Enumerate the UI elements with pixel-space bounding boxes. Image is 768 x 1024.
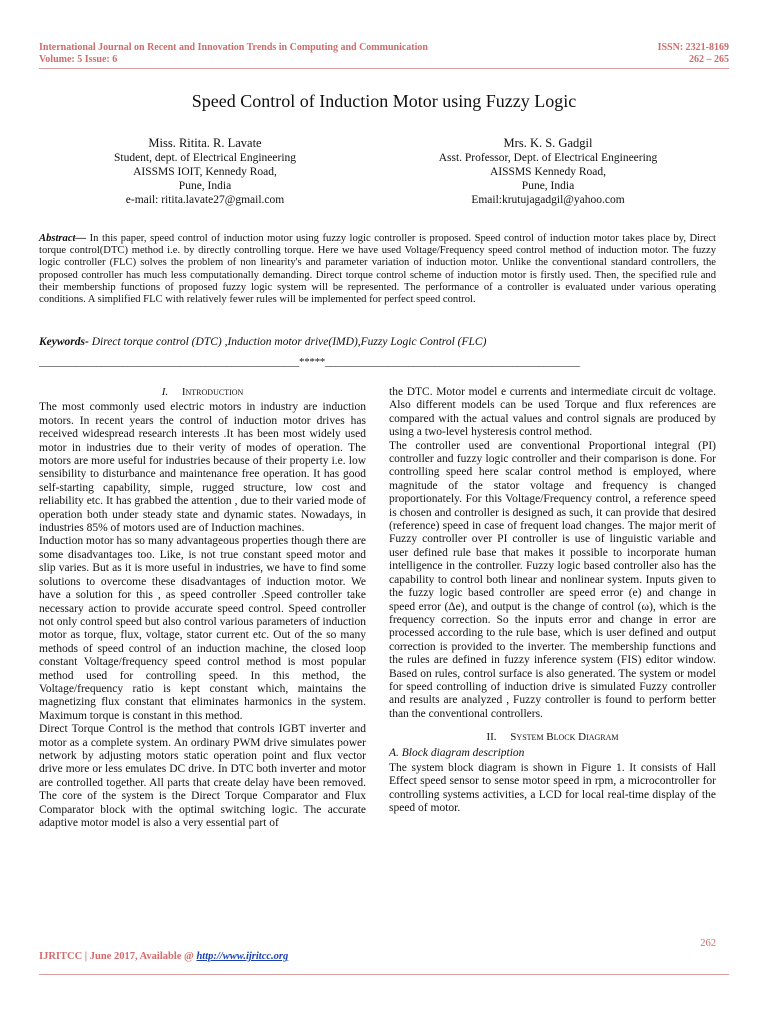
paragraph: The most commonly used electric motors in industry are induction motors. In recent years the control of induction motor drives has received widespread research interests .It has been most widely used motor in industries due to their verity of modes of operation. The motors are more useful for industries because of their property i.e. low sensibility to disturbance and maintenance free operation. It has good self-starting capability, simple, rugged structure, low cost and reliability etc. It has grabbed the attention , due to their varied mode of operation both under steady state and dynamic states. Nowadays, in industries 85% of motors used are of Induction machines.: [39, 401, 366, 535]
page-number: 262: [700, 938, 716, 949]
right-column: [389, 386, 716, 816]
journal-header: [39, 42, 428, 65]
author-city: Pune, India: [178, 180, 232, 192]
journal-volume: Volume: 5 Issue: 6: [39, 53, 118, 65]
section-title: System Block Diagram: [510, 731, 619, 744]
header-divider: [39, 68, 729, 69]
author-2: [398, 136, 698, 207]
author-affiliation: Student, dept. of Electrical Engineering: [113, 152, 297, 164]
abstract: [39, 233, 716, 306]
issn-header: [658, 42, 729, 65]
paragraph: the DTC. Motor model e currents and intermediate circuit dc voltage. Also different models can be used Torque and flux references are compared with the actual values and control signals are produced by using a two-level hysteresis control method.: [389, 386, 716, 439]
paragraph: Induction motor has so many advantageous properties though there are some disadvantages too. Like, is not true constant speed motor and slip varies. But as it is more useful in industries, we have to find some solutions to overcome these disadvantages of induction motor. We have a solution for this , as speed controller .Speed controller take necessary action to provide accurate speed control. Speed controller not only control speed but also control various parameters of induction motor as torque, flux, voltage, stator current etc. Out of the so many methods of speed control of an induction machine, the closed loop constant Voltage/frequency speed control method is most popular method used for controlling speed. In this method, the Voltage/frequency ratio is kept constant which, maintains the magnetizing flux constant that eliminates harmonics in the system. Maximum torque is constant in this method.: [39, 535, 366, 722]
abstract-label: Abstract—: [39, 233, 87, 244]
author-name: Miss. Ritita. R. Lavate: [148, 136, 262, 150]
left-column: [39, 386, 366, 830]
author-1: [40, 136, 370, 207]
journal-name: International Journal on Recent and Innovation Trends in Computing and Communication: [39, 42, 428, 53]
author-city: Pune, India: [521, 180, 575, 192]
issn: ISSN: 2321-8169: [657, 42, 729, 53]
author-email: e-mail: ritita.lavate27@gmail.com: [125, 194, 285, 206]
footer: [39, 951, 288, 962]
keywords: [39, 336, 716, 348]
section-heading: [389, 731, 716, 744]
section-title: Introduction: [181, 386, 244, 398]
author-email: Email:krutujagadgil@yahoo.com: [471, 194, 625, 206]
keywords-label: Keywords-: [39, 336, 89, 348]
paragraph: The controller used are conventional Proportional integral (PI) controller and fuzzy logic controller and their comparison is done. For controlling speed here scalar control method is employed, where magnitude of the stator voltage and frequency is changed proportionately. For this Voltage/Frequency control, a reference speed is chosen and controller is designed as such, it can provide that desired (reference) speed in case of frequent load changes. The major merit of Fuzzy controller over PI controller is use of linguistic variable and user defined rule base that makes it possible to incorporate human intelligence in the controller. Fuzzy logic based controller also has the capability to control both linear and nonlinear system. Inputs given to the fuzzy logic based controller are speed error (e) and change in speed error (Δe), and output is the change of control (ω), which is the frequency correction. So the inputs error and change in error are processed according to the rule base, which is user defined and output correction is provided to the inverter. The membership functions and the rules are defined in fuzzy inference system (FIS) editor window. Based on rules, control surface is also generated. The system or model for speed controlling of induction drive is simulated Fuzzy controller and results are analyzed , Fuzzy controller is found to perform better than the conventional controllers.: [389, 439, 716, 720]
paragraph: The system block diagram is shown in Figure 1. It consists of Hall Effect speed sensor to sense motor speed in rpm, a microcontroller for controlling systems activities, a LCD for local real-time display of the speed of motor.: [389, 761, 716, 815]
footer-text: IJRITCC | June 2017, Available @: [39, 951, 197, 962]
section-separator: __________________________________________________*****_________________________________________________: [39, 356, 580, 368]
author-affiliation: Asst. Professor, Dept. of Electrical Engineering: [438, 152, 658, 164]
abstract-text: In this paper, speed control of induction motor using fuzzy logic controller is proposed. Speed control of induction motor takes place by, Direct torque control(DTC) method i.e. by directly controlling torque. Here we have used Voltage/Frequency speed control method of induction motor. The fuzzy logic controller (FLC) solves the problem of non linearity's and parameter variation of induction motor. Unlike the conventional standard controllers, the proposed controller has much less computationally demanding. Direct torque control scheme of induction motor is firstly used. Then, the specified rule and their membership functions of proposed fuzzy logic system will be represented. The performance of a controller is evaluated under various operating conditions. A simplified FLC with relatively fewer rules will be implemented for perfect speed control.: [39, 233, 716, 306]
paper-title: Speed Control of Induction Motor using Fuzzy Logic: [191, 91, 577, 111]
journal-link[interactable]: http://www.ijritcc.org: [196, 951, 289, 962]
author-name: Mrs. K. S. Gadgil: [503, 136, 593, 150]
section-number: II.: [486, 731, 497, 744]
section-heading: [39, 386, 366, 399]
footer-divider: [39, 974, 729, 975]
subsection-heading: A. Block diagram description: [389, 746, 525, 759]
author-address: AISSMS IOIT, Kennedy Road,: [133, 166, 277, 178]
page-range: 262 – 265: [689, 53, 729, 65]
section-number: I.: [161, 386, 169, 398]
paragraph: Direct Torque Control is the method that controls IGBT inverter and motor as a complete system. An ordinary PWM drive simulates power network by adjusting motors static operation point and flux vector drive more or less emulates DC drive. In DTC both inverter and motor are controlled together. All parts that create delay have been removed. The core of the system is the Direct Torque Comparator and Flux Comparator block with the optimal switching logic. The accurate adaptive motor model is also a very essential part of: [39, 723, 366, 829]
author-address: AISSMS Kennedy Road,: [490, 166, 606, 178]
keywords-text: Direct torque control (DTC) ,Induction motor drive(IMD),Fuzzy Logic Control (FLC): [88, 336, 487, 348]
